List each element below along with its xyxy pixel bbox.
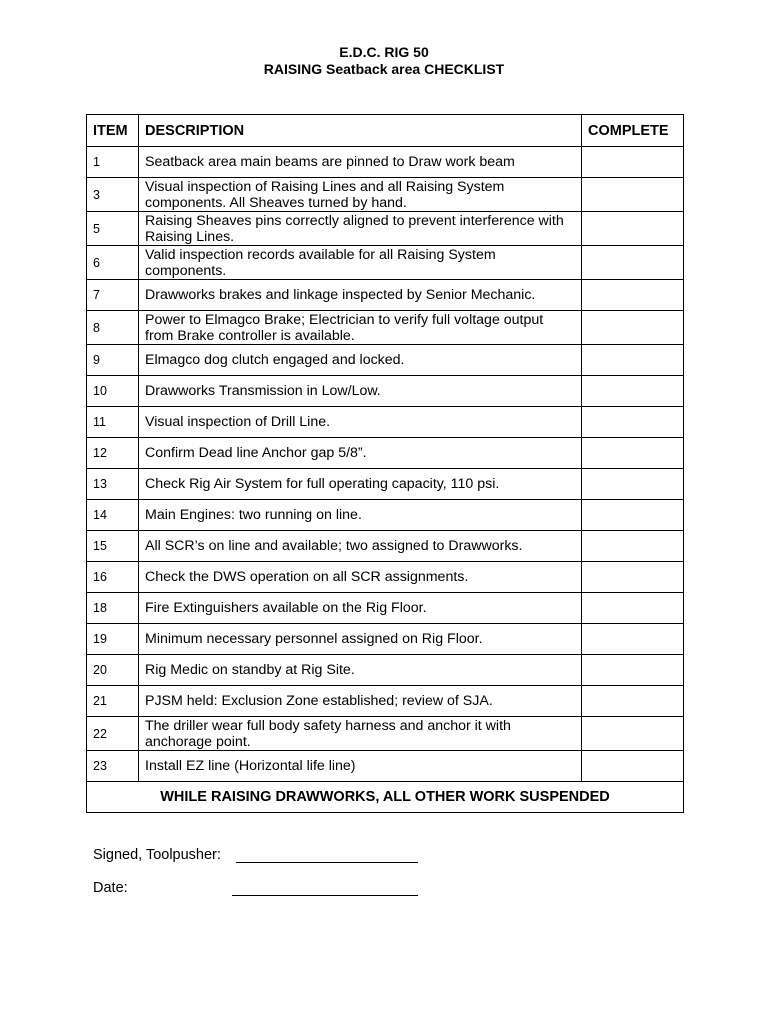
table-row xyxy=(87,178,684,212)
item-description: Confirm Dead line Anchor gap 5/8”. xyxy=(139,438,582,469)
work-suspended-notice: WHILE RAISING DRAWWORKS, ALL OTHER WORK SUSPENDED xyxy=(87,782,684,813)
item-description: The driller wear full body safety harness and anchor it with anchorage point. xyxy=(139,717,582,751)
item-number: 8 xyxy=(87,311,139,345)
item-number: 22 xyxy=(87,717,139,751)
item-number: 11 xyxy=(87,407,139,438)
table-footer-row xyxy=(87,782,684,813)
complete-checkbox-cell[interactable] xyxy=(582,178,684,212)
table-row xyxy=(87,562,684,593)
table-row xyxy=(87,147,684,178)
complete-checkbox-cell[interactable] xyxy=(582,717,684,751)
item-description: Power to Elmagco Brake; Electrician to verify full voltage output from Brake controller is available. xyxy=(139,311,582,345)
item-number: 1 xyxy=(87,147,139,178)
document-title: E.D.C. RIG 50 xyxy=(339,44,429,60)
complete-checkbox-cell[interactable] xyxy=(582,469,684,500)
item-description: Install EZ line (Horizontal life line) xyxy=(139,751,582,782)
item-description: Elmagco dog clutch engaged and locked. xyxy=(139,345,582,376)
table-row xyxy=(87,212,684,246)
item-number: 15 xyxy=(87,531,139,562)
item-description: Fire Extinguishers available on the Rig Floor. xyxy=(139,593,582,624)
date-label: Date: xyxy=(93,880,128,896)
complete-checkbox-cell[interactable] xyxy=(582,345,684,376)
table-row xyxy=(87,407,684,438)
item-number: 13 xyxy=(87,469,139,500)
complete-checkbox-cell[interactable] xyxy=(582,311,684,345)
item-number: 21 xyxy=(87,686,139,717)
column-header-item: ITEM xyxy=(87,115,139,147)
checklist-table xyxy=(86,114,684,813)
complete-checkbox-cell[interactable] xyxy=(582,655,684,686)
complete-checkbox-cell[interactable] xyxy=(582,686,684,717)
item-number: 10 xyxy=(87,376,139,407)
item-description: Visual inspection of Raising Lines and all Raising System components. All Sheaves turned by hand. xyxy=(139,178,582,212)
item-number: 16 xyxy=(87,562,139,593)
item-number: 12 xyxy=(87,438,139,469)
complete-checkbox-cell[interactable] xyxy=(582,147,684,178)
complete-checkbox-cell[interactable] xyxy=(582,500,684,531)
item-description: Minimum necessary personnel assigned on Rig Floor. xyxy=(139,624,582,655)
complete-checkbox-cell[interactable] xyxy=(582,624,684,655)
table-row xyxy=(87,593,684,624)
table-row xyxy=(87,531,684,562)
table-row xyxy=(87,686,684,717)
item-number: 19 xyxy=(87,624,139,655)
complete-checkbox-cell[interactable] xyxy=(582,593,684,624)
complete-checkbox-cell[interactable] xyxy=(582,438,684,469)
table-row xyxy=(87,246,684,280)
complete-checkbox-cell[interactable] xyxy=(582,562,684,593)
item-description: Visual inspection of Drill Line. xyxy=(139,407,582,438)
table-row xyxy=(87,345,684,376)
document-subtitle: RAISING Seatback area CHECKLIST xyxy=(263,61,505,77)
item-description: PJSM held: Exclusion Zone established; review of SJA. xyxy=(139,686,582,717)
table-row xyxy=(87,500,684,531)
complete-checkbox-cell[interactable] xyxy=(582,376,684,407)
table-row xyxy=(87,624,684,655)
item-description: Raising Sheaves pins correctly aligned to prevent interference with Raising Lines. xyxy=(139,212,582,246)
item-number: 6 xyxy=(87,246,139,280)
item-description: Seatback area main beams are pinned to Draw work beam xyxy=(139,147,582,178)
complete-checkbox-cell[interactable] xyxy=(582,751,684,782)
item-description: Drawworks Transmission in Low/Low. xyxy=(139,376,582,407)
complete-checkbox-cell[interactable] xyxy=(582,407,684,438)
item-description: Drawworks brakes and linkage inspected by Senior Mechanic. xyxy=(139,280,582,311)
item-number: 3 xyxy=(87,178,139,212)
complete-checkbox-cell[interactable] xyxy=(582,531,684,562)
item-number: 9 xyxy=(87,345,139,376)
complete-checkbox-cell[interactable] xyxy=(582,246,684,280)
table-header-row xyxy=(87,115,684,147)
complete-checkbox-cell[interactable] xyxy=(582,280,684,311)
item-description: All SCR’s on line and available; two assigned to Drawworks. xyxy=(139,531,582,562)
item-description: Rig Medic on standby at Rig Site. xyxy=(139,655,582,686)
item-number: 20 xyxy=(87,655,139,686)
date-line xyxy=(232,895,418,896)
table-row xyxy=(87,717,684,751)
item-description: Check Rig Air System for full operating capacity, 110 psi. xyxy=(139,469,582,500)
item-number: 14 xyxy=(87,500,139,531)
table-row xyxy=(87,438,684,469)
signed-toolpusher-label: Signed, Toolpusher: xyxy=(93,847,221,863)
item-description: Valid inspection records available for all Raising System components. xyxy=(139,246,582,280)
column-header-complete: COMPLETE xyxy=(582,115,684,147)
table-row xyxy=(87,311,684,345)
table-row xyxy=(87,655,684,686)
item-description: Main Engines: two running on line. xyxy=(139,500,582,531)
column-header-description: DESCRIPTION xyxy=(139,115,582,147)
table-row xyxy=(87,469,684,500)
item-number: 7 xyxy=(87,280,139,311)
table-row xyxy=(87,280,684,311)
item-number: 18 xyxy=(87,593,139,624)
table-row xyxy=(87,751,684,782)
item-number: 23 xyxy=(87,751,139,782)
item-number: 5 xyxy=(87,212,139,246)
table-row xyxy=(87,376,684,407)
complete-checkbox-cell[interactable] xyxy=(582,212,684,246)
signature-line xyxy=(236,862,418,863)
item-description: Check the DWS operation on all SCR assignments. xyxy=(139,562,582,593)
